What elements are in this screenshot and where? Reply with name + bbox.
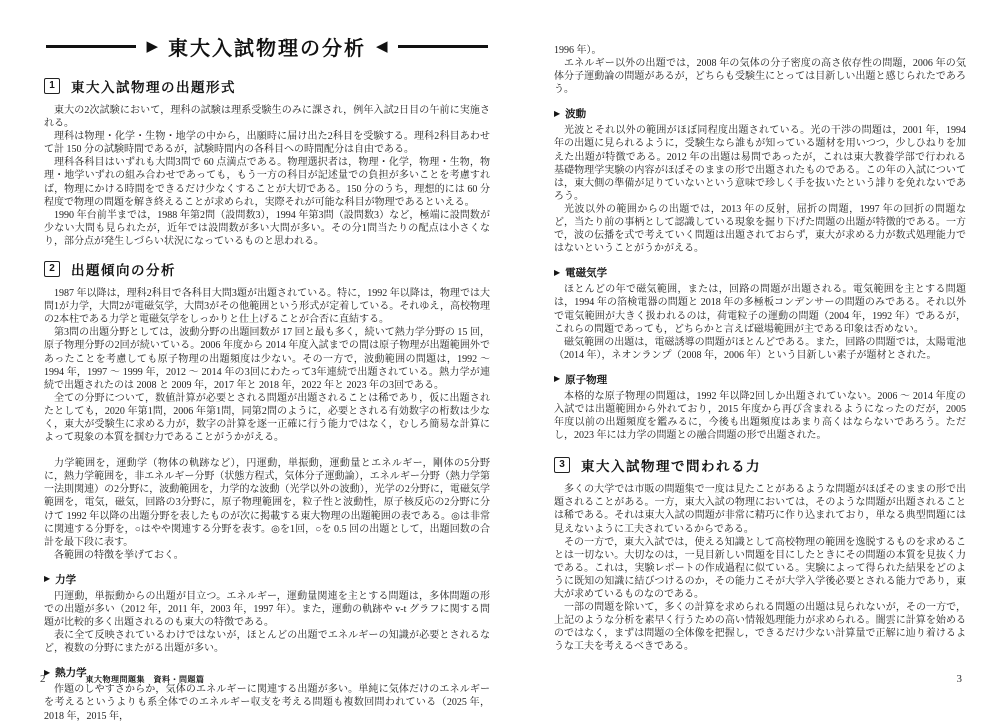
paragraph: その一方で，東大入試では，使える知識として高校物理の範囲を逸脱するものを求めることは一切ない。大切なのは，一見目新しい問題を目にしたときにその問題の本質を見抜く力である。これは，実験レポートの作成過程に似ている。実験によって得られた結果をどのように既知の知識に結びつけるのか，その能力こそが大学入学後必要とされる能力であり，東大が求めているものなのである。 bbox=[554, 536, 966, 600]
paragraph: 1987 年以降は，理科2科目で各科目大問3題が出題されている。特に，1992 年以降は，物理では大問1が力学，大問2が電磁気学，大問3がその他範囲という形式が定着している。それゆえ，高校物理の2本柱である力学と電磁気学をしっかりと仕上げることが合否に直結する。 bbox=[44, 288, 490, 326]
paragraph: エネルギー以外の出題では，2008 年の気体の分子密度の高さ依存性の問題，2006 年の気体分子運動論の問題があるが，どちらも受験生にとっては目新しい出題と感じられたであろう。 bbox=[554, 58, 966, 96]
paragraph: 全ての分野について，数値計算が必要とされる問題が出題されることは稀であり，仮に出題されたとしても，2020 年第1問，2006 年第1問，同第2問のように，必要とされる有効数字の桁数は少なく，東大が受験生に求める力が，数字の計算を逐一正確に行う能力ではなく，むしろ簡易な計算によって現象の本質を掴む力であることがうかがえる。 bbox=[44, 392, 490, 444]
title-rule-right bbox=[398, 45, 488, 49]
paragraph: 東大の2次試験において，理科の試験は理系受験生のみに課され，例年入試2日目の午前に実施される。 bbox=[44, 105, 490, 130]
paragraph: 各範囲の特徴を挙げておく。 bbox=[54, 549, 184, 561]
section-heading-2 bbox=[44, 259, 490, 279]
paragraph: 力学範囲を，運動学（物体の軌跡など），円運動，単振動，運動量とエネルギー，剛体の5分野に，熱力学範囲を，非エネルギー分野（状態方程式，気体分子運動論），エネルギー分野（熱力学第一法則関連）の2分野に，波動範囲を，力学的な波動（光学以外の波動），光学の2分野に，電磁気学範囲を，電気，磁気，回路の3分野に，原子物理範囲を，粒子性と波動性，原子核反応の2分野に分けて 1992 年以降の出題分野を表したものが次に掲載する東大物理の出題範囲の表である。◎は非常に関連する分野を，○はやや関連する分野を表す。◎を1回，○を 0.5 回の出題として，出題回数の合計を最下段に表す。 bbox=[44, 458, 490, 548]
title-rule-left bbox=[46, 45, 136, 49]
section-heading-1 bbox=[44, 76, 490, 96]
book-title-label: 東大物理問題集 資料・問題篇 bbox=[85, 675, 205, 684]
triangle-right-icon: ▶ bbox=[554, 374, 561, 384]
subsection-heading-atomic-physics bbox=[554, 372, 966, 387]
page-number-left: 2 bbox=[40, 673, 46, 685]
subsection-heading-label: 力学 bbox=[55, 573, 77, 586]
section-heading-label: 東大入試物理の出題形式 bbox=[71, 80, 236, 95]
paragraph: 表に全て反映されているわけではないが，ほとんどの出題でエネルギーの知識が必要とされるなど，複数の分野にまたがる出題が多い。 bbox=[44, 630, 490, 655]
paragraph: 光波以外の範囲からの出題では，2013 年の反射，屈折の問題，1997 年の回折の問題など，当たり前の事柄として認識している現象を掘り下げた問題の出題が特徴的である。一方で，波の伝播を式で考えていく問題は出題されておらず，東大が求める力が数式処理能力ではないということがうかがえる。 bbox=[554, 203, 966, 255]
subsection-heading-label: 原子物理 bbox=[565, 373, 608, 386]
section-heading-label: 出題傾向の分析 bbox=[71, 263, 176, 279]
paragraph: 磁気範囲の出題は，電磁誘導の問題がほとんどである。また，回路の問題では，太陽電池（2014 年），ネオンランプ（2008 年，2006 年）という目新しい素子が題材とされた。 bbox=[554, 336, 966, 361]
footer-left bbox=[40, 673, 205, 685]
paragraph: 光波とそれ以外の範囲がほぼ同程度出題されている。光の干渉の問題は，2001 年，1994 年の出題に見られるように，受験生なら誰もが知っている題材を用いつつ，少しひねりを加えた出題が特徴である。2012 年の出題は易問であったが，これは東大教養学部で行われる基礎物理学実験の内容がほぼそのままの形で出題されたものである。この年の入試については，東大側の準備が足りていないという意味で珍しく手を抜いたという誹りを免れないであろう。 bbox=[554, 125, 966, 202]
section-number-box: 2 bbox=[44, 261, 60, 277]
triangle-right-icon: ▶ bbox=[146, 37, 158, 55]
section-number-box: 3 bbox=[554, 457, 570, 473]
paragraph: 一部の問題を除いて，多くの計算を求められる問題の出題は見られないが，その一方で，上記のような分析を素早く行うための高い情報処理能力が求められる。闇雲に計算を始めるのではなく，まずは問題の全体像を把握し，できるだけ少ない計算量で正解に辿り着けるような工夫を考えるべきである。 bbox=[554, 602, 966, 653]
paragraph: 1996 年）。 bbox=[554, 45, 602, 56]
subsection-heading-electromagnetism bbox=[554, 265, 966, 280]
triangle-left-icon: ◀ bbox=[376, 37, 388, 55]
paragraph: 理科は物理・化学・生物・地学の中から，出願時に届け出た2科目を受験する。理科2科目あわせて計 150 分の試験時間であるが，試験時間内の各科目への時間配分は自由である。 bbox=[44, 131, 490, 156]
paragraph: 多くの大学では市販の問題集で一度は見たことがあるような問題がほぼそのままの形で出題されることがある。一方，東大入試の物理においては，そのような問題が出題されることは稀である。それは東大入試の問題が非常に精巧に作り込まれており，単なる典型問題には見えないように工夫されているからである。 bbox=[554, 484, 966, 535]
paragraph: ほとんどの年で磁気範囲，または，回路の問題が出題される。電気範囲を主とする問題は，1994 年の箔検電器の問題と 2018 年の多極板コンデンサーの問題のみである。それ以外で電気範囲が大きく扱われるのは，荷電粒子の運動の問題（2004 年，1992 年）であるが，これらの問題であっても，どちらかと言えば磁場範囲が主である印象は否めない。 bbox=[554, 284, 966, 335]
section-heading-label: 東大入試物理で問われる力 bbox=[581, 459, 761, 475]
subsection-heading-label: 熱力学 bbox=[55, 667, 87, 680]
page-title: 東大入試物理の分析 bbox=[168, 38, 366, 60]
section-heading-3 bbox=[554, 455, 966, 475]
paragraph: 理科各科目はいずれも大問3問で 60 点満点である。物理選択者は，物理・化学，物理・生物，物理・地学いずれの組み合わせであっても，もう一方の科目が記述量での負担が多いことを考慮すれば，物理にかける時間をできるだけ少なくすることが大切である。150 分のうち，理想的には 60 分程度で物理の問題を解き終えることが求められ，実際それが可能な科目が物理であるといえる。 bbox=[44, 157, 490, 208]
paragraph: 本格的な原子物理の問題は，1992 年以降2回しか出題されていない。2006 ～ 2014 年度の入試では出題範囲から外れており，2015 年度から再び含まれるようになったのだが，2005 年度以前の出題頻度を鑑みるに，今後も出題頻度はあまり高くはならないであろう。ただし，2023 年には力学の問題との融合問題の形で出題された。 bbox=[554, 390, 966, 442]
subsection-heading-label: 波動 bbox=[565, 108, 587, 121]
subsection-heading-label: 電磁気学 bbox=[565, 267, 608, 280]
document-title bbox=[44, 32, 490, 61]
triangle-right-icon: ▶ bbox=[44, 574, 51, 584]
triangle-right-icon: ▶ bbox=[554, 267, 561, 277]
paragraph: 第3問の出題分野としては，波動分野の出題回数が 17 回と最も多く，続いて熱力学分野の 15 回，原子物理分野の2回が続いている。2006 年度から 2014 年度入試までの間は原子物理が出題範囲外であったことを考慮しても原子物理の出題頻度は少ない。その一方で，波動範囲の問題は，1992 ～ 1994 年，1997 ～ 1999 年，2012 ～ 2014 年の3回にわたって3年連続で出題されている。熱力学が連続で出題されたのは 2008 と 2009 年，2017 年と 2018 年，2022 年と 2023 年の3回である。 bbox=[44, 327, 490, 391]
left-page bbox=[44, 26, 490, 723]
section-number-box: 1 bbox=[44, 78, 60, 94]
footer-right bbox=[957, 673, 963, 685]
paragraph: 1990 年台前半までは，1988 年第2問（設問数3），1994 年第3問（設問数3）など，極端に設問数が少ない大問も見られたが，近年では設問数が多い大問が多い。その分1問当たりの配点は小さくなり，部分点が発生しづらい状況になっているものと思われる。 bbox=[44, 209, 490, 247]
paragraph: 円運動，単振動からの出題が目立つ。エネルギー，運動量関連を主とする問題は，多体問題の形での出題が多い（2012 年，2011 年，2003 年，1997 年）。また，運動の軌跡や v-t グラフに関する問題が比較的多く出題されるのも東大の特徴である。 bbox=[44, 590, 490, 629]
triangle-right-icon: ▶ bbox=[554, 108, 561, 118]
subsection-heading-mechanics bbox=[44, 572, 490, 587]
page-number-right: 3 bbox=[956, 673, 962, 685]
subsection-heading-waves bbox=[554, 106, 966, 121]
right-page bbox=[554, 44, 966, 653]
paragraph: 作題のしやすさからか，気体のエネルギーに関連する出題が多い。単純に気体だけのエネルギーを考えるというよりも系全体でのエネルギー収支を考える問題も複数回問われている（2025 年，2018 年，2015 年， bbox=[44, 684, 490, 722]
triangle-right-icon: ▶ bbox=[44, 667, 51, 677]
